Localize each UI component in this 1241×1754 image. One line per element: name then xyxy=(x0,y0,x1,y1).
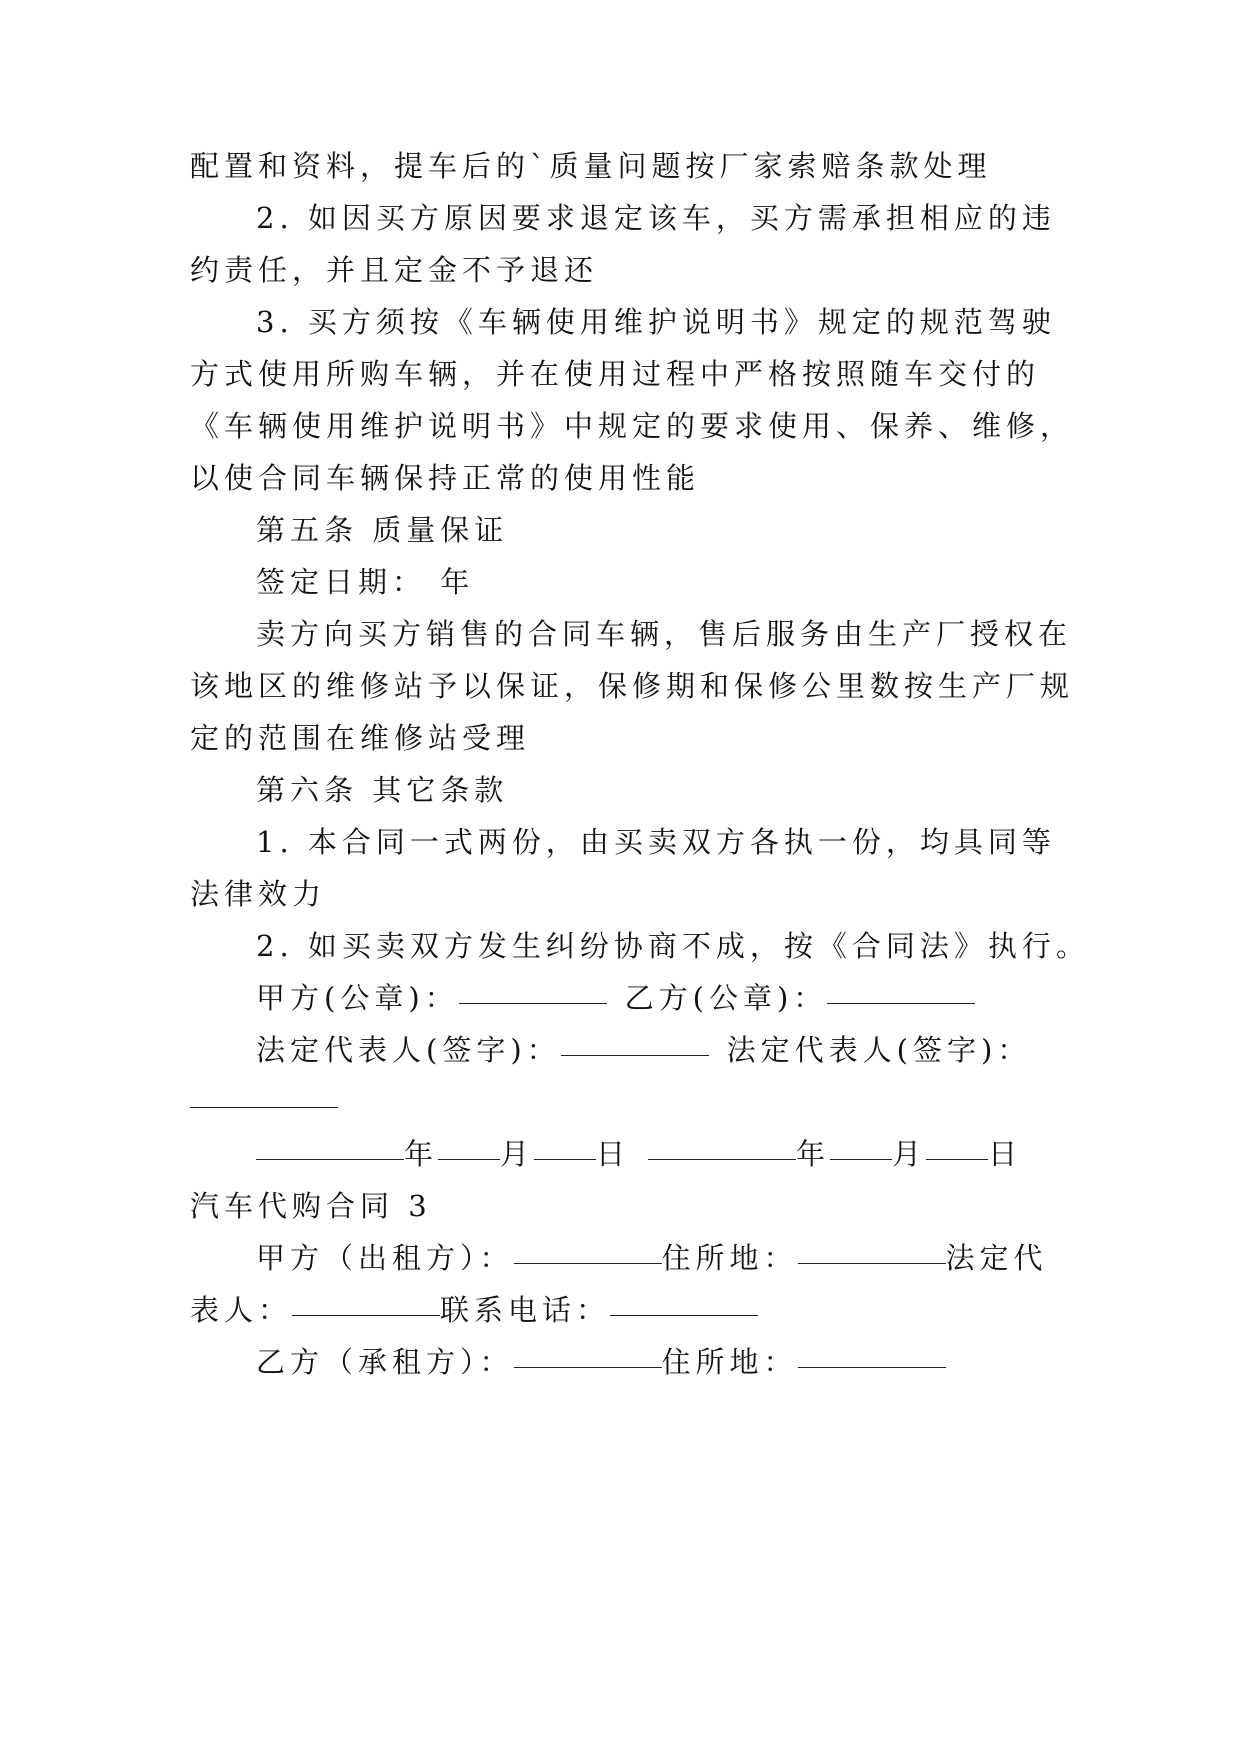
legal-rep-line xyxy=(256,1030,1136,1070)
legal-rep-a-label: 法定代表人(签字)： xyxy=(256,1033,561,1067)
section-heading: 第六条 其它条款 xyxy=(256,773,509,807)
text-line: 卖方向买方销售的合同车辆，售后服务由生产厂授权在 xyxy=(256,617,1073,651)
party-a-seal-blank xyxy=(459,1002,607,1004)
day-label: 日 xyxy=(596,1137,631,1171)
month-label-2: 月 xyxy=(892,1137,927,1171)
phone-blank xyxy=(610,1314,758,1316)
text-line: 法律效力 xyxy=(190,877,327,911)
address-blank-2 xyxy=(798,1366,946,1368)
text-line: 签定日期： 年 xyxy=(256,565,475,599)
phone-label: 联系电话： xyxy=(440,1293,611,1327)
text-line: 2. 如买卖双方发生纠纷协商不成，按《合同法》执行。 xyxy=(256,929,1090,963)
contract-3-title: 汽车代购合同 3 xyxy=(190,1189,432,1223)
address-label-2: 住所地： xyxy=(661,1345,798,1379)
lessor-blank xyxy=(514,1262,662,1264)
day-blank xyxy=(534,1158,596,1160)
legal-rep-blank xyxy=(292,1314,440,1316)
lessor-line xyxy=(256,1238,1136,1278)
text-line: 配置和资料，提车后的`质量问题按厂家索赔条款处理 xyxy=(190,149,992,183)
text-line: 《车辆使用维护说明书》中规定的要求使用、保养、维修， xyxy=(190,409,1075,443)
legal-rep-b-blank xyxy=(190,1106,338,1108)
address-label: 住所地： xyxy=(661,1241,798,1275)
month-blank xyxy=(438,1158,500,1160)
address-blank xyxy=(798,1262,946,1264)
legal-rep-a-blank xyxy=(561,1054,709,1056)
year-blank-2 xyxy=(648,1158,796,1160)
year-label-2: 年 xyxy=(796,1137,831,1171)
party-b-seal-blank xyxy=(827,1002,975,1004)
text-line: 3. 买方须按《车辆使用维护说明书》规定的规范驾驶 xyxy=(256,305,1056,339)
seal-line xyxy=(256,978,1136,1018)
lessee-line xyxy=(256,1342,1136,1382)
month-blank-2 xyxy=(830,1158,892,1160)
day-blank-2 xyxy=(926,1158,988,1160)
lessor-rep-line xyxy=(190,1290,1070,1330)
legal-rep-b-blank-line xyxy=(190,1082,1070,1122)
lessee-label: 乙方（承租方）： xyxy=(256,1345,514,1379)
party-a-seal-label: 甲方(公章)： xyxy=(256,981,459,1015)
text-line: 定的范围在维修站受理 xyxy=(190,721,531,755)
legal-rep-suffix: 表人： xyxy=(190,1293,293,1327)
day-label-2: 日 xyxy=(988,1137,1023,1171)
text-line: 该地区的维修站予以保证，保修期和保修公里数按生产厂规 xyxy=(190,669,1075,703)
text-line: 以使合同车辆保持正常的使用性能 xyxy=(190,461,701,495)
text-line: 2. 如因买方原因要求退定该车，买方需承担相应的违 xyxy=(256,201,1056,235)
legal-rep-b-label: 法定代表人(签字)： xyxy=(726,1033,1032,1067)
text-line: 约责任，并且定金不予退还 xyxy=(190,253,599,287)
lessor-label: 甲方（出租方）： xyxy=(256,1241,514,1275)
lessee-blank xyxy=(514,1366,662,1368)
text-line: 1. 本合同一式两份，由买卖双方各执一份，均具同等 xyxy=(256,825,1056,859)
year-label: 年 xyxy=(404,1137,439,1171)
year-blank xyxy=(256,1158,404,1160)
legal-rep-prefix: 法定代 xyxy=(945,1241,1048,1275)
text-line: 方式使用所购车辆，并在使用过程中严格按照随车交付的 xyxy=(190,357,1041,391)
section-heading: 第五条 质量保证 xyxy=(256,513,509,547)
month-label: 月 xyxy=(500,1137,535,1171)
party-b-seal-label: 乙方(公章)： xyxy=(624,981,828,1015)
date-line xyxy=(256,1134,1136,1174)
